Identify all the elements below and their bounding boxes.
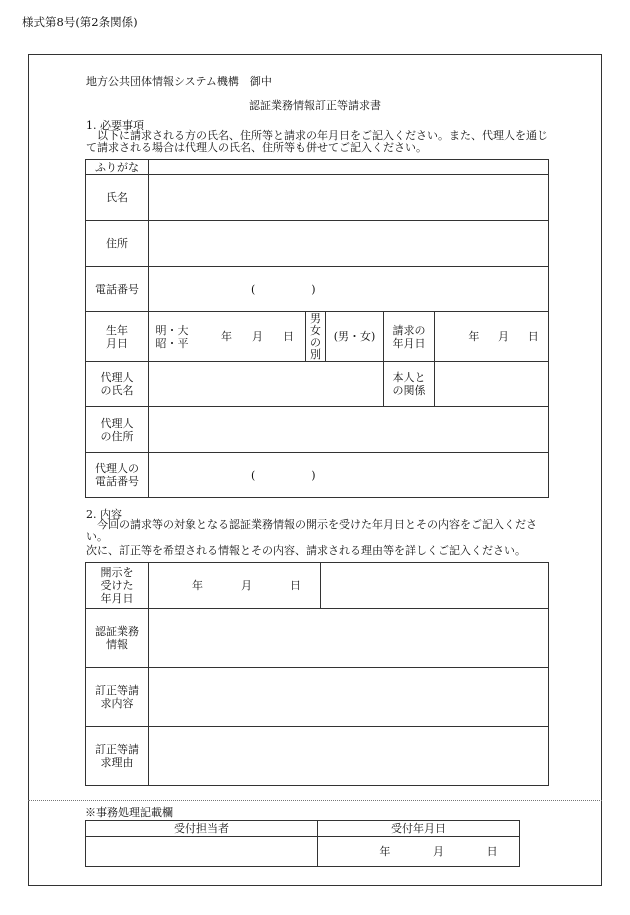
form-number: 様式第8号(第2条関係) xyxy=(22,15,138,29)
disclosure-month-unit: 月 xyxy=(241,579,252,592)
auth-info-field[interactable] xyxy=(149,609,549,668)
furigana-label: ふりがな xyxy=(86,160,149,175)
furigana-field[interactable] xyxy=(149,160,549,175)
request-year-unit: 年 xyxy=(468,330,480,343)
phone-paren-close: ) xyxy=(311,282,316,296)
gender-field[interactable]: (男・女) xyxy=(326,312,384,362)
disclosure-year-unit: 年 xyxy=(192,579,203,592)
gender-label: 男女の別 xyxy=(306,312,326,362)
request-month-unit: 月 xyxy=(498,330,510,343)
receiver-label: 受付担当者 xyxy=(86,821,318,837)
receiver-field[interactable] xyxy=(86,837,318,867)
section1-instructions: 以下に請求される方の氏名、住所等と請求の年月日をご記入ください。また、代理人を通じて請求される場合は代理人の氏名、住所等も併せてご記入ください。 xyxy=(86,129,548,154)
content-table xyxy=(85,562,549,786)
agent-phone-paren-open: ( xyxy=(251,468,256,482)
agent-name-field[interactable] xyxy=(149,362,384,407)
section2-heading: 2. 内容 xyxy=(86,508,122,521)
receipt-day-unit: 日 xyxy=(486,845,498,858)
office-table xyxy=(85,820,520,867)
phone-field[interactable] xyxy=(149,267,549,312)
agent-phone-paren-close: ) xyxy=(311,468,316,482)
divider xyxy=(28,800,602,801)
relation-label: 本人との関係 xyxy=(384,362,435,407)
addressee: 地方公共団体情報システム機構 御中 xyxy=(86,75,272,88)
disclosure-day-unit: 日 xyxy=(290,579,301,592)
applicant-table xyxy=(85,159,549,498)
form-title: 認証業務情報訂正等請求書 xyxy=(249,99,381,112)
relation-field[interactable] xyxy=(435,362,549,407)
birth-year-unit: 年 xyxy=(221,330,232,343)
agent-name-label: 代理人の氏名 xyxy=(86,362,149,407)
name-field[interactable] xyxy=(149,175,549,221)
disclosure-extra-field[interactable] xyxy=(321,563,549,609)
era-line1: 明・大 xyxy=(155,323,189,337)
receipt-date-label: 受付年月日 xyxy=(318,821,520,837)
agent-phone-field[interactable] xyxy=(149,453,549,498)
address-field[interactable] xyxy=(149,221,549,267)
request-day-unit: 日 xyxy=(527,330,539,343)
disclosure-date-label: 開示を受けた年月日 xyxy=(86,563,149,609)
phone-label: 電話番号 xyxy=(86,267,149,312)
request-date-field[interactable] xyxy=(435,312,549,362)
agent-address-field[interactable] xyxy=(149,407,549,453)
address-label: 住所 xyxy=(86,221,149,267)
section2-instructions-1: 今回の請求等の対象となる認証業務情報の開示を受けた年月日とその内容をご記入ください。 xyxy=(86,518,537,543)
birth-day-unit: 日 xyxy=(283,330,294,343)
birth-month-unit: 月 xyxy=(252,330,263,343)
office-heading: ※事務処理記載欄 xyxy=(85,806,173,819)
agent-address-label: 代理人の住所 xyxy=(86,407,149,453)
correction-reason-label: 訂正等請求理由 xyxy=(86,727,149,786)
agent-phone-label: 代理人の電話番号 xyxy=(86,453,149,498)
receipt-year-unit: 年 xyxy=(379,845,391,858)
birthdate-field[interactable] xyxy=(149,312,306,362)
section1-heading: 1. 必要事項 xyxy=(86,119,144,132)
name-label: 氏名 xyxy=(86,175,149,221)
section2-instructions-2: 次に、訂正等を希望される情報とその内容、請求される理由等を詳しくご記入ください。 xyxy=(86,544,526,557)
correction-reason-field[interactable] xyxy=(149,727,549,786)
auth-info-label: 認証業務情報 xyxy=(86,609,149,668)
request-date-label: 請求の年月日 xyxy=(384,312,435,362)
correction-content-label: 訂正等請求内容 xyxy=(86,668,149,727)
receipt-month-unit: 月 xyxy=(432,845,444,858)
birthdate-label: 生年月日 xyxy=(86,312,149,362)
disclosure-date-field[interactable] xyxy=(149,563,321,609)
phone-paren-open: ( xyxy=(251,282,256,296)
correction-content-field[interactable] xyxy=(149,668,549,727)
receipt-date-field[interactable] xyxy=(318,837,520,867)
era-line2: 昭・平 xyxy=(155,336,189,350)
